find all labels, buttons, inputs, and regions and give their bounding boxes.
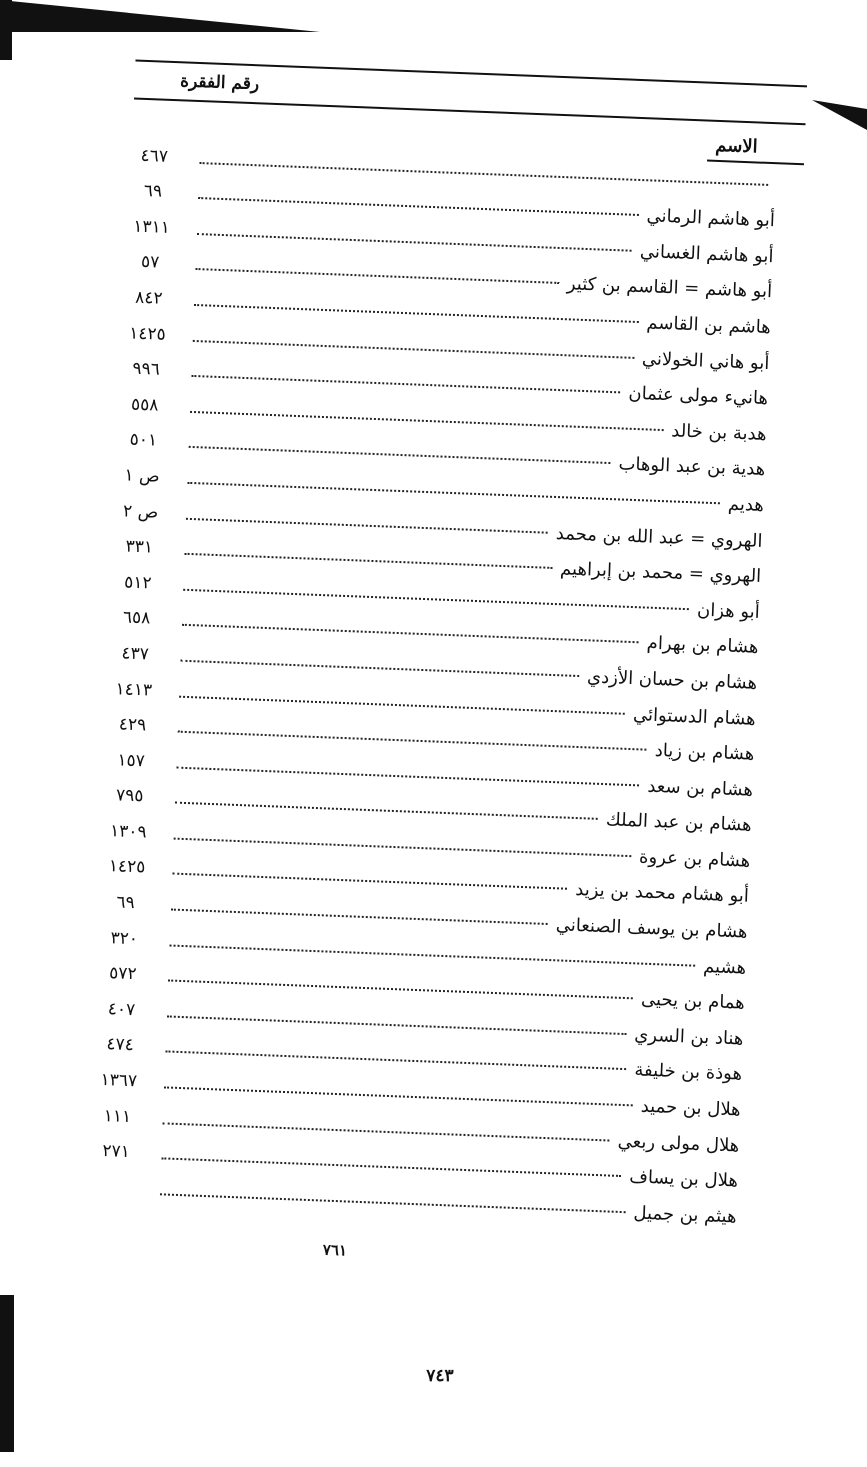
- entry-paragraph-number: ٢٧١: [78, 1140, 154, 1171]
- folio-number: ٧٤٣: [380, 1366, 500, 1386]
- entry-name: أبو هاشم الغساني: [640, 241, 774, 269]
- entry-paragraph-number: ١٤٢٥: [89, 856, 165, 887]
- dot-leader: [172, 873, 567, 890]
- entry-paragraph-number: ص ١: [104, 465, 180, 496]
- entry-paragraph-number: ٥٥٨: [107, 393, 183, 424]
- entry-paragraph-number: ١٣٦٧: [81, 1069, 157, 1100]
- entry-name: أبو هاني الخولاني: [642, 348, 770, 376]
- entry-name: همام بن يحيى: [641, 989, 746, 1016]
- dot-leader: [195, 268, 559, 284]
- entry-paragraph-number: ١٣٠٩: [90, 820, 166, 851]
- entry-paragraph-number: ٥٧: [112, 251, 188, 282]
- header-middle-rule: [134, 98, 806, 126]
- entry-name: الهروي = عبد الله بن محمد: [555, 523, 762, 554]
- entry-name: هديم: [727, 494, 764, 518]
- entry-paragraph-number: ٣٣١: [101, 536, 177, 567]
- entry-name: هشيم: [703, 956, 747, 981]
- entry-name: الهروي = محمد بن إبراهيم: [560, 558, 762, 589]
- entry-name: أبو هزان: [697, 599, 761, 624]
- entry-paragraph-number: ٥١٢: [100, 571, 176, 602]
- entry-paragraph-number: ص ٢: [103, 500, 179, 531]
- entry-name: أبو هاشم الرماني: [646, 205, 775, 233]
- dot-leader: [186, 517, 548, 533]
- entry-name: هشام بن حسان الأزدي: [587, 666, 758, 696]
- entry-paragraph-number: ٤٣٧: [97, 642, 173, 673]
- page-number: ٧٦١: [275, 1239, 396, 1262]
- dot-leader: [185, 553, 553, 569]
- entry-name: هشام الدستوائي: [633, 704, 756, 732]
- entry-name: هناد بن السري: [634, 1024, 744, 1051]
- name-column-header: الاسم: [617, 131, 758, 157]
- entry-paragraph-number: ١٥٧: [93, 749, 169, 780]
- index-entries-list: [77, 137, 778, 1229]
- entry-paragraph-number: ١٣١١: [113, 216, 189, 247]
- entry-name: هدية بن عبد الوهاب: [618, 454, 766, 483]
- entry-paragraph-number: ٤٧٤: [82, 1034, 158, 1065]
- entry-name: هشام بن سعد: [647, 775, 753, 802]
- entry-name: هيثم بن جميل: [633, 1202, 737, 1229]
- entry-name: أبو هشام محمد بن يزيد: [575, 880, 749, 910]
- entry-name: هشام بن عروة: [639, 846, 751, 873]
- entry-name: هدبة بن خالد: [671, 420, 767, 447]
- entry-name: هوذة بن خليفة: [634, 1060, 742, 1087]
- scan-edge-shadow-top-left: [0, 0, 12, 60]
- entry-name: هاشم بن القاسم: [646, 312, 771, 340]
- dot-leader: [171, 909, 548, 925]
- entry-name: هانيء مولى عثمان: [628, 383, 768, 411]
- entry-name: هلال بن حميد: [640, 1096, 741, 1123]
- entry-paragraph-number: ١٤٢٥: [109, 322, 185, 353]
- entry-paragraph-number: [77, 1196, 152, 1207]
- dot-leader: [180, 660, 579, 677]
- entry-paragraph-number: ٥٧٢: [85, 963, 161, 994]
- entry-paragraph-number: ٦٩: [115, 180, 191, 211]
- entry-paragraph-number: ٣٢٠: [86, 927, 162, 958]
- entry-name: أبو هاشم = القاسم بن كثير: [566, 274, 772, 305]
- entry-paragraph-number: ١١١: [79, 1105, 155, 1136]
- entry-paragraph-number: ٩٩٦: [108, 358, 184, 389]
- entry-name: هشام بن يوسف الصنعاني: [555, 914, 748, 944]
- entry-paragraph-number: ٤٦٧: [116, 144, 192, 175]
- entry-paragraph-number: ٦٩: [87, 891, 163, 922]
- entry-name: هلال بن يساف: [629, 1167, 738, 1194]
- entry-paragraph-number: ٧٩٥: [92, 785, 168, 816]
- entry-name: هلال مولى ربعي: [617, 1130, 739, 1158]
- entry-paragraph-number: ٥٠١: [105, 429, 181, 460]
- entry-name: هشام بن عبد الملك: [605, 809, 751, 838]
- entry-paragraph-number: ٦٥٨: [98, 607, 174, 638]
- entry-name: هشام بن بهرام: [646, 633, 759, 660]
- entry-paragraph-number: ٨٤٢: [111, 287, 187, 318]
- entry-paragraph-number: ٤٢٩: [94, 714, 170, 745]
- entry-paragraph-number: ٤٠٧: [83, 998, 159, 1029]
- paragraph-number-column-header: رقم الفقرة: [149, 70, 290, 95]
- entry-name: هشام بن زياد: [654, 740, 754, 767]
- dot-leader: [160, 1193, 626, 1213]
- entry-paragraph-number: ١٤١٣: [96, 678, 172, 709]
